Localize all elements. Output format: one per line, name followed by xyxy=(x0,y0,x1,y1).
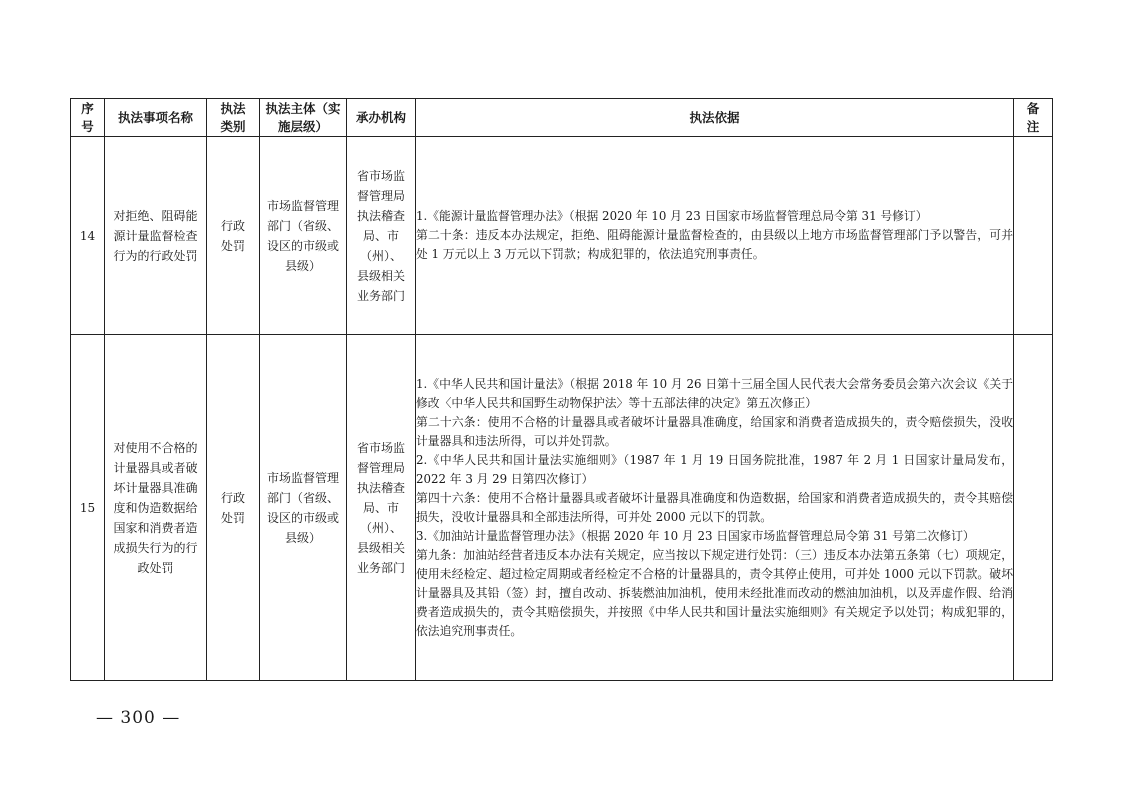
header-seq: 序号 xyxy=(71,99,105,137)
row-org: 省市场监督管理局执法稽查局、市（州）、县级相关业务部门 xyxy=(347,137,416,335)
row-basis xyxy=(416,335,1014,681)
row-note xyxy=(1014,137,1053,335)
row-basis xyxy=(416,137,1014,335)
basis-line: 2.《中华人民共和国计量法实施细则》（1987 年 1 月 19 日国务院批准，1987 年 2 月 1 日国家计量局发布，2022 年 3 月 29 日第四次修订） xyxy=(416,452,1013,486)
table-row xyxy=(71,335,1053,681)
basis-line: 1.《能源计量监督管理办法》（根据 2020 年 10 月 23 日国家市场监督管理总局令第 31 号修订） xyxy=(416,209,928,223)
row-item-name: 对拒绝、阻碍能源计量监督检查行为的行政处罚 xyxy=(105,137,207,335)
basis-line: 第二十条：违反本办法规定，拒绝、阻碍能源计量监督检查的，由县级以上地方市场监督管理部门予以警告，可并处 1 万元以上 3 万元以下罚款；构成犯罪的，依法追究刑事责任。 xyxy=(416,228,1013,261)
row-subject: 市场监督管理部门（省级、设区的市级或县级） xyxy=(260,137,347,335)
row-org: 省市场监督管理局执法稽查局、市（州）、县级相关业务部门 xyxy=(347,335,416,681)
row-seq: 14 xyxy=(71,137,105,335)
row-note xyxy=(1014,335,1053,681)
law-enforcement-table xyxy=(70,98,1053,681)
basis-line: 3.《加油站计量监督管理办法》（根据 2020 年 10 月 23 日国家市场监督管理总局令第 31 号第二次修订） xyxy=(416,528,975,543)
table-header-row xyxy=(71,99,1053,137)
header-type: 执法类别 xyxy=(207,99,260,137)
row-subject: 市场监督管理部门（省级、设区的市级或县级） xyxy=(260,335,347,681)
row-seq: 15 xyxy=(71,335,105,681)
table-row xyxy=(71,137,1053,335)
basis-line: 第九条：加油站经营者违反本办法有关规定，应当按以下规定进行处罚：（三）违反本办法第五条第（七）项规定，使用未经检定、超过检定周期或者经检定不合格的计量器具的，责令其停止使用，可并处 1000 元以下罚款。破坏计量器具及其铅（签）封，擅自改动、拆装燃油加油机，使用未经批准而改动的燃油加油机，以及弄虚作假、给消费者造成损失的，责令其赔偿损失，并按照《中华人民共和国计量法实施细则》有关规定予以处罚；构成犯罪的，依法追究刑事责任。 xyxy=(416,547,1013,638)
basis-line: 第二十六条：使用不合格的计量器具或者破坏计量器具准确度，给国家和消费者造成损失的，责令赔偿损失，没收计量器具和违法所得，可以并处罚款。 xyxy=(416,414,1013,448)
header-subject: 执法主体（实施层级） xyxy=(260,99,347,137)
basis-line: 1.《中华人民共和国计量法》（根据 2018 年 10 月 26 日第十三届全国人民代表大会常务委员会第六次会议《关于修改〈中华人民共和国野生动物保护法〉等十五部法律的决定》第五次修正） xyxy=(416,376,1013,410)
header-org: 承办机构 xyxy=(347,99,416,137)
basis-line: 第四十六条：使用不合格计量器具或者破坏计量器具准确度和伪造数据，给国家和消费者造成损失的，责令其赔偿损失，没收计量器具和全部违法所得，可并处 2000 元以下的罚款。 xyxy=(416,490,1013,524)
row-type: 行政处罚 xyxy=(207,335,260,681)
page-number: — 300 — xyxy=(96,708,181,728)
header-basis: 执法依据 xyxy=(416,99,1014,137)
header-name: 执法事项名称 xyxy=(105,99,207,137)
row-type: 行政处罚 xyxy=(207,137,260,335)
header-note: 备注 xyxy=(1014,99,1053,137)
row-item-name: 对使用不合格的计量器具或者破坏计量器具准确度和伪造数据给国家和消费者造成损失行为的行政处罚 xyxy=(105,335,207,681)
